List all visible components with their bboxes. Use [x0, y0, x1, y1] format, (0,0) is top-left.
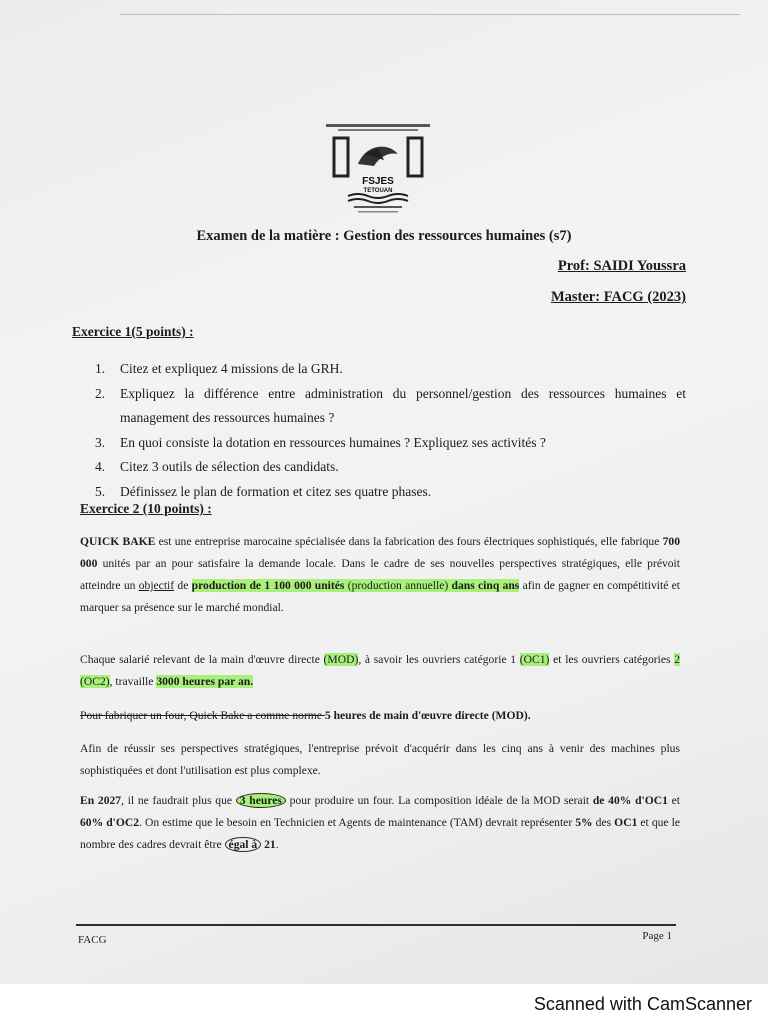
highlight-five-years: dans cinq ans [451, 579, 520, 592]
question-number: 3. [95, 434, 106, 450]
question-number: 1. [95, 361, 106, 376]
question-text: Définissez le plan de formation et citez ses quatre phases. [120, 483, 432, 499]
svg-text:FSJES: FSJES [362, 176, 394, 187]
ratio-oc2: 60% d'OC2 [80, 816, 140, 829]
footer-program: FACG [78, 934, 107, 946]
highlight-target-production: production de 1 100 000 unités [191, 579, 345, 592]
current-production: 700 000 [80, 535, 680, 570]
year-2027: En 2027 [80, 794, 122, 807]
question-item [92, 431, 686, 456]
norm-hours: 5 heures de main d'œuvre directe (MOD). [324, 709, 531, 722]
master-program: Master: FACG (2023) [550, 289, 686, 305]
text-run: Chaque salarié relevant de la main d'œuvre directe [80, 653, 324, 666]
question-text: Expliquez la différence entre administration du personnel/gestion des ressources humaines et management des ressources humaines ? [120, 385, 686, 425]
footer-divider [76, 924, 676, 926]
text-run: et [667, 794, 680, 807]
struck-text: Pour fabriquer un four, Quick Bake a comme norme [80, 709, 325, 722]
page-number: Page 1 [642, 930, 672, 942]
page-edge-line [120, 14, 740, 15]
oc1-ref: OC1 [614, 816, 638, 829]
text-run: des [592, 816, 615, 829]
exercise-2-title: Exercice 2 (10 points) : [80, 501, 212, 516]
highlight-hours-per-year: 3000 heures par an. [156, 675, 254, 688]
camscanner-watermark: Scanned with CamScanner [533, 994, 752, 1014]
circled-egal-a: égal à [225, 837, 262, 852]
question-item [92, 455, 686, 480]
tam-percent: 5% [575, 816, 593, 829]
highlight-mod: (MOD) [323, 653, 359, 666]
text-run: est une entreprise marocaine spécialisée dans la fabrication des fours électriques sophistiqués, elle fabrique [155, 535, 663, 548]
text-run: afin de gagner en compétitivité et marquer sa présence sur le marché mondial. [80, 579, 680, 614]
company-name: QUICK BAKE [80, 535, 156, 548]
fsjes-logo-icon [318, 120, 438, 220]
paragraph-company-intro [80, 531, 680, 619]
objectif-underlined: objectif [138, 579, 175, 592]
text-run: , à savoir les ouvriers catégorie 1 [358, 653, 520, 666]
paragraph-strategy: Afin de réussir ses perspectives stratégiques, l'entreprise prévoit d'acquérir dans les cinq ans à venir des machines plus sophistiquées et dont l'utilisation est plus complexe. [80, 742, 680, 777]
ratio-oc1: de 40% d'OC1 [592, 794, 668, 807]
exercise-1-title: Exercice 1(5 points) : [72, 324, 194, 339]
question-text: Citez et expliquez 4 missions de la GRH. [120, 361, 343, 376]
text-run: et les ouvriers catégories [549, 653, 675, 666]
question-text: Citez 3 outils de sélection des candidats. [120, 459, 339, 474]
paragraph-workforce [80, 649, 680, 693]
highlight-oc1: (OC1) [519, 653, 550, 666]
question-number: 2. [95, 385, 106, 401]
question-number: 4. [95, 459, 106, 474]
question-item [92, 382, 686, 431]
professor-name: Prof: SAIDI Youssra [557, 258, 686, 274]
highlight-annual: (production annuelle) [344, 579, 452, 592]
question-number: 5. [95, 483, 106, 499]
circled-3-heures: 3 heures [236, 793, 286, 808]
paragraph-norm [80, 705, 680, 727]
text-run: et que le nombre des cadres devrait être [80, 816, 680, 851]
text-run: de [174, 579, 192, 592]
question-item [92, 357, 686, 382]
highlight-oc2: 2 (OC2) [80, 653, 680, 688]
cadres-number: 21 [264, 838, 276, 851]
question-text: En quoi consiste la dotation en ressources humaines ? Expliquez ses activités ? [120, 434, 546, 450]
text-run: pour produire un four. La composition idéale de la MOD serait [285, 794, 593, 807]
paragraph-2027 [80, 790, 680, 856]
text-run: unités par an pour satisfaire la demande locale. Dans le cadre de ses nouvelles perspectives stratégiques, elle prévoit atteindre un [80, 557, 680, 592]
text-run: , il ne faudrait plus que [121, 794, 236, 807]
svg-text:TETOUAN: TETOUAN [363, 188, 393, 194]
text-run: . [275, 838, 279, 851]
text-run: , travaille [109, 675, 157, 688]
exam-title: Examen de la matière : Gestion des ressources humaines (s7) [196, 228, 572, 244]
text-run: . On estime que le besoin en Technicien et Agents de maintenance (TAM) devrait représenter [139, 816, 576, 829]
exercise-1-questions [92, 357, 686, 504]
